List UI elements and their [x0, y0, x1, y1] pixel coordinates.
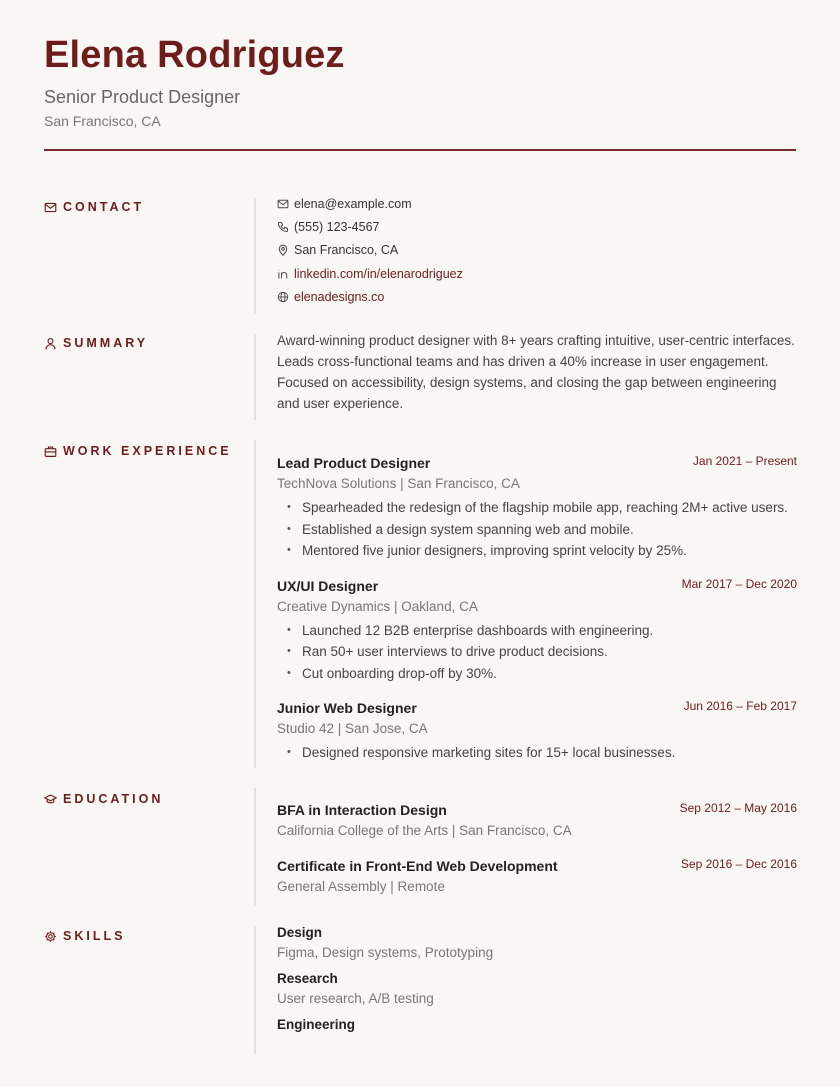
skill-category: Design	[277, 925, 323, 940]
list-item: • Launched 12 B2B enterprise dashboards with engineering.	[277, 620, 797, 642]
job-bullets	[277, 742, 797, 764]
school-name: General Assembly | Remote	[277, 879, 445, 894]
candidate-location: San Francisco, CA	[44, 113, 161, 129]
skill-items: Figma, Design systems, Prototyping	[277, 945, 494, 960]
graduation-cap-icon	[44, 793, 57, 806]
job-company: TechNova Solutions | San Francisco, CA	[277, 476, 520, 491]
education-date: Sep 2016 – Dec 2016	[680, 857, 797, 871]
candidate-name: Elena Rodriguez	[44, 34, 345, 76]
map-pin-icon	[277, 244, 289, 256]
list-item: • Ran 50+ user interviews to drive product decisions.	[277, 641, 797, 663]
skill-group	[277, 924, 797, 962]
skill-group	[277, 970, 797, 1008]
contact-location: San Francisco, CA	[277, 239, 797, 262]
section-divider	[254, 440, 256, 768]
skill-category: Engineering	[277, 1017, 356, 1032]
job-bullets	[277, 620, 797, 685]
education-entry	[277, 857, 797, 896]
phone-icon	[277, 221, 289, 233]
skill-category: Research	[277, 971, 338, 986]
job-bullets	[277, 497, 797, 562]
job-entry	[277, 454, 797, 562]
list-item: • Designed responsive marketing sites for 15+ local businesses.	[277, 742, 797, 764]
job-company: Creative Dynamics | Oakland, CA	[277, 598, 478, 614]
education-list	[277, 801, 797, 896]
job-title: UX/UI Designer	[277, 577, 379, 594]
summary-text: Award-winning product designer with 8+ years crafting intuitive, user-centric interfaces. Leads cross-functional teams and has driven a 40% increase in user engagement. Focused on accessibility, design systems, and closing the gap between engineering and user experience.	[277, 333, 795, 411]
summary-body	[277, 330, 797, 414]
resume-header	[44, 32, 796, 130]
education-entry	[277, 801, 797, 840]
job-date: Jun 2016 – Feb 2017	[683, 699, 797, 713]
section-divider	[254, 788, 256, 906]
job-title: Lead Product Designer	[277, 455, 431, 471]
section-divider	[254, 198, 256, 314]
list-item: • Spearheaded the redesign of the flagship mobile app, reaching 2M+ active users.	[277, 497, 797, 519]
globe-icon	[277, 291, 289, 303]
skills-section	[44, 926, 796, 1054]
linkedin-icon	[277, 268, 289, 280]
contact-heading: CONTACT	[44, 200, 249, 214]
header-divider	[44, 149, 796, 151]
summary-section	[44, 334, 796, 420]
mail-icon	[44, 201, 57, 214]
school-name: California College of the Arts | San Francisco, CA	[277, 823, 572, 838]
skills-heading: SKILLS	[44, 929, 249, 943]
section-divider	[254, 334, 256, 420]
briefcase-icon	[44, 445, 57, 458]
education-heading: EDUCATION	[44, 792, 249, 806]
user-icon	[44, 337, 57, 350]
mail-icon	[277, 198, 289, 210]
job-date: Mar 2017 – Dec 2020	[681, 576, 797, 591]
summary-heading: SUMMARY	[44, 336, 249, 350]
contact-section	[44, 198, 796, 314]
degree-title: Certificate in Front-End Web Development	[277, 858, 558, 874]
list-item: • Established a design system spanning web and mobile.	[277, 519, 797, 541]
contact-phone[interactable]: (555) 123-4567	[277, 215, 797, 238]
education-date: Sep 2012 – May 2016	[679, 801, 797, 815]
job-date: Jan 2021 – Present	[692, 454, 797, 468]
contact-email[interactable]: elena@example.com	[277, 192, 797, 215]
list-item: • Cut onboarding drop-off by 30%.	[277, 663, 797, 685]
skill-group	[277, 1016, 797, 1034]
education-section	[44, 788, 796, 906]
experience-section	[44, 440, 796, 768]
job-company: Studio 42 | San Jose, CA	[277, 721, 428, 736]
job-title: Junior Web Designer	[277, 700, 417, 716]
skill-items: User research, A/B testing	[277, 991, 434, 1006]
contact-linkedin[interactable]: linkedin.com/in/elenarodriguez	[277, 262, 797, 285]
skills-list	[277, 924, 797, 1036]
section-divider	[254, 926, 256, 1054]
contact-website[interactable]: elenadesigns.co	[277, 285, 797, 308]
job-entry	[277, 699, 797, 764]
experience-list	[277, 454, 797, 764]
list-item: • Mentored five junior designers, improving sprint velocity by 25%.	[277, 540, 797, 562]
degree-title: BFA in Interaction Design	[277, 802, 447, 818]
gear-icon	[44, 930, 57, 943]
candidate-title: Senior Product Designer	[44, 87, 241, 107]
contact-list	[277, 192, 797, 308]
experience-heading: WORK EXPERIENCE	[44, 444, 249, 458]
job-entry	[277, 577, 797, 685]
